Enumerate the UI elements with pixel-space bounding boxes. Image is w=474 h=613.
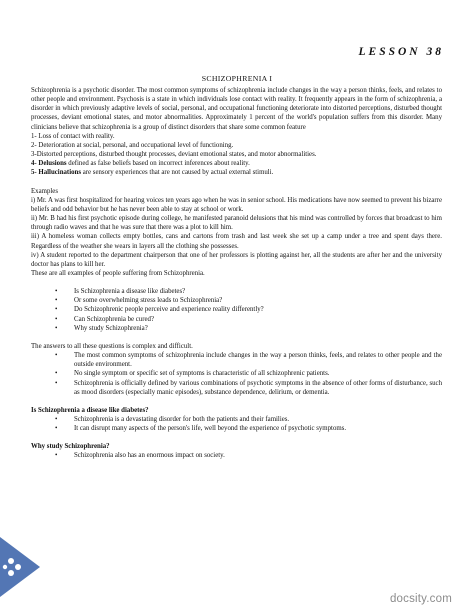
feature-item: 2- Deterioration at social, personal, and occupational level of functioning.	[31, 141, 234, 149]
list-item: • Can Schizophrenia be cured?	[31, 315, 442, 324]
section-heading-why: Why study Schizophrenia?	[31, 443, 110, 451]
diabetes-list	[31, 415, 442, 433]
examples-summary: These are all examples of people suffering from Schizophrenia.	[31, 269, 205, 277]
page-title: SCHIZOPHRENIA I	[201, 74, 273, 83]
docsity-badge-icon	[0, 537, 40, 597]
term-delusions: 4- Delusions	[31, 160, 67, 168]
term-hallucinations: 5- Hallucinations	[31, 169, 82, 177]
document-body	[31, 86, 442, 461]
intro-paragraph: Schizophrenia is a psychotic disorder. The most common symptoms of schizophrenia include changes in the way a person thinks, feels, and relates to other people and environment. Psychosis is a state in which individuals lose contact with reality. It frequently appears in the form of schizophrenia, a disorder in which previously adaptive levels of social, personal, and occupational functioning deteriorate into distorted perceptions, disturbed thought processes, deviant emotional states, and motor abnormalities. Approximately 1 percent of the world's population suffers from this disorder. Many clinicians believe that schizophrenia is a group of distinct disorders that share some common feature	[31, 87, 442, 131]
example-item: iii) A homeless woman collects empty bottles, cans and cartons from trash and last week she set up a camp under a tree and spent days there. Regardless of the weather she wears in layers all the clothing she possesses.	[31, 233, 442, 250]
feature-item: 5- Hallucinations are sensory experiences that are not caused by actual external stimuli.	[31, 169, 274, 177]
list-item: • Or some overwhelming stress leads to Schizophrenia?	[31, 296, 442, 305]
list-item: • Schizophrenia also has an enormous impact on society.	[31, 451, 442, 460]
question-list	[31, 287, 442, 333]
list-item: • Schizophrenia is a devastating disorder for both the patients and their families.	[31, 415, 442, 424]
list-item: • The most common symptoms of schizophrenia include changes in the way a person thinks, feels, and relates to other people and the outside environment.	[31, 351, 442, 369]
examples-heading: Examples	[31, 187, 58, 195]
watermark[interactable]: docsity.com	[389, 593, 452, 605]
feature-item: 3-Distorted perceptions, disturbed thought processes, deviant emotional states, and motor abnormalities.	[31, 151, 317, 159]
section-heading-diabetes: Is Schizophrenia a disease like diabetes?	[31, 406, 149, 414]
list-item: • No single symptom or specific set of symptoms is characteristic of all schizophrenic patients.	[31, 369, 442, 378]
list-item: • Do Schizophrenic people perceive and experience reality differently?	[31, 305, 442, 314]
why-list	[31, 451, 442, 460]
list-item: • Schizophrenia is officially defined by various combinations of psychotic symptoms in the absence of other forms of disturbance, such as mood disorders (especially manic episodes), substance dependence, delirium, or dementia.	[31, 379, 442, 397]
answer-list	[31, 351, 442, 397]
lesson-number: LESSON 38	[358, 46, 444, 58]
list-item: • Why study Schizophrenia?	[31, 324, 442, 333]
feature-list	[31, 132, 442, 178]
example-item: i) Mr. A was first hospitalized for hearing voices ten years ago when he was in senior school. His medications have now seemed to prevent his bizarre beliefs and odd behavior but he has never been able to stay at school or work.	[31, 196, 442, 213]
feature-item: 4- Delusions defined as false beliefs based on incorrect inferences about reality.	[31, 160, 250, 168]
list-item: • Is Schizophrenia a disease like diabetes?	[31, 287, 442, 296]
answers-intro: The answers to all these questions is complex and difficult.	[31, 342, 193, 350]
list-item: • It can disrupt many aspects of the person's life, well beyond the experience of psychotic symptoms.	[31, 424, 442, 433]
example-item: iv) A student reported to the department chairperson that one of her professors is plotting against her, all the students are after her and the university doctor has plans to kill her.	[31, 251, 442, 268]
example-item: ii) Mr. B had his first psychotic episode during college, he manifested paranoid delusions that his mind was controlled by forces that broadcast to him through radio waves and that he was sure that there was a plot to kill him.	[31, 215, 442, 232]
feature-item: 1- Loss of contact with reality.	[31, 132, 115, 140]
